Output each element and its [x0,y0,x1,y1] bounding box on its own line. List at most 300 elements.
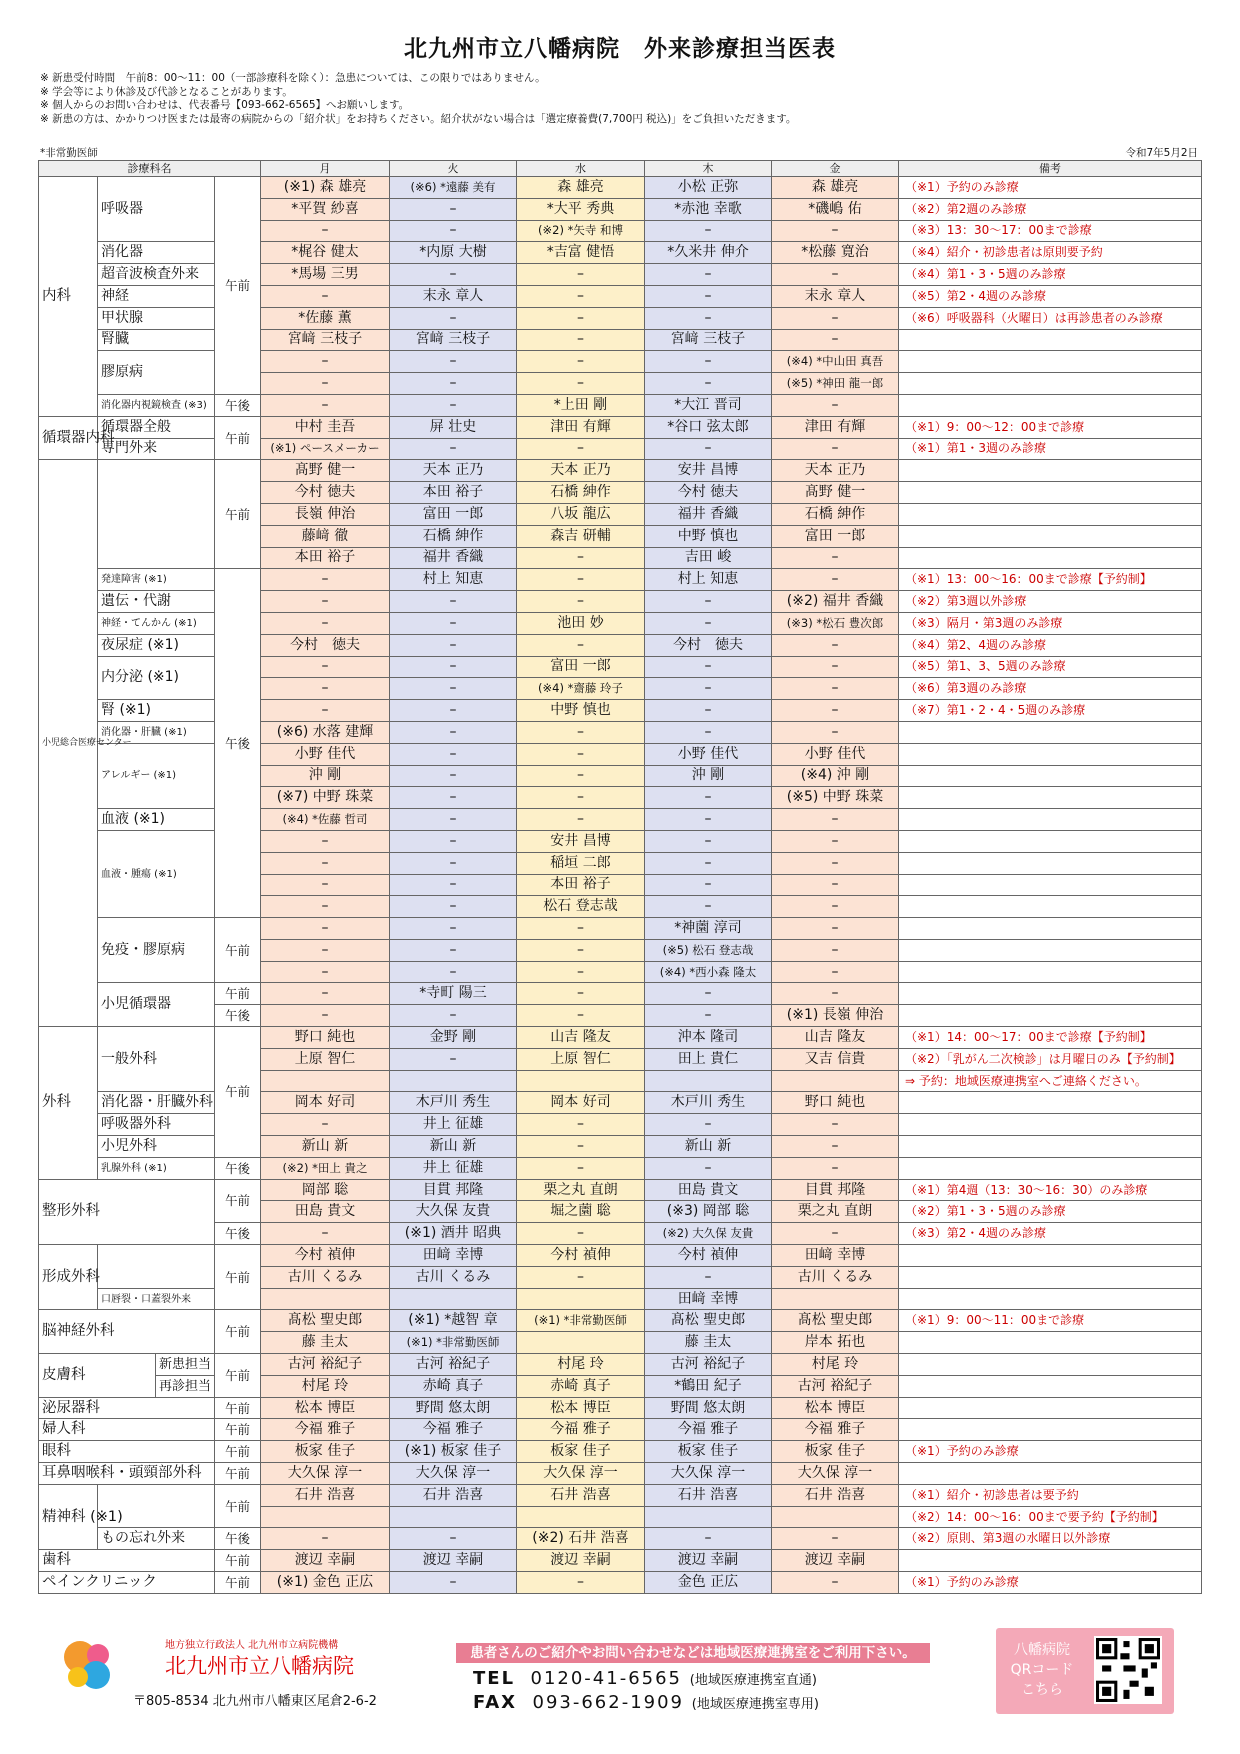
remark-cell [899,1354,1202,1376]
doctor-cell: 屏 壮史 [390,416,517,438]
doctor-cell: – [261,700,390,722]
sub-name: 専門外来 [98,438,215,460]
time-slot: 午前 [215,177,261,395]
dept-name: 内科 [39,177,98,417]
doctor-cell: – [390,612,517,634]
doctor-cell: (※6) *遠藤 美有 [390,177,517,199]
doctor-cell: – [390,721,517,743]
doctor-cell: – [645,591,772,613]
dept-name: 整形外科 [39,1179,215,1244]
header-day: 月 [261,161,390,177]
doctor-cell: 髙松 聖史郎 [645,1310,772,1332]
doctor-cell: – [772,307,899,329]
doctor-cell: – [645,700,772,722]
schedule-row [39,1157,1202,1179]
issue-date: 令和7年5月2日 [1125,147,1198,159]
remark-cell: （※1）予約のみ診療 [899,1572,1202,1594]
doctor-cell: (※5) *神田 龍一郎 [772,373,899,395]
fax-note: (地域医療連携室専用) [691,1697,819,1712]
qr-code-icon[interactable] [1094,1636,1162,1704]
doctor-cell: (※1) 長嶺 伸治 [772,1005,899,1027]
doctor-cell: 金野 剛 [390,1027,517,1049]
doctor-cell: – [772,220,899,242]
doctor-cell: – [390,918,517,940]
doctor-cell: 安井 昌博 [517,830,645,852]
doctor-cell: – [517,721,645,743]
dept-name: 循環器内科 [39,416,98,460]
header-day: 水 [517,161,645,177]
doctor-cell: 村上 知恵 [390,569,517,591]
schedule-table [38,160,1202,1594]
doctor-cell: 福井 香織 [390,547,517,569]
doctor-cell: 池田 妙 [517,612,645,634]
time-slot: 午前 [215,1397,261,1419]
doctor-cell: (※6) 水落 建輝 [261,721,390,743]
doctor-cell: – [261,591,390,613]
doctor-cell: – [261,896,390,918]
doctor-cell: – [390,896,517,918]
schedule-row [39,351,1202,373]
remark-cell [899,1157,1202,1179]
doctor-cell: – [261,373,390,395]
dept-name: 婦人科 [39,1419,215,1441]
doctor-cell: – [517,1005,645,1027]
doctor-cell: 髙松 聖史郎 [261,1310,390,1332]
doctor-cell: – [390,874,517,896]
doctor-cell: *大江 晋司 [645,394,772,416]
header-day: 金 [772,161,899,177]
doctor-cell: (※3) *松石 豊次郎 [772,612,899,634]
doctor-cell: – [645,874,772,896]
remark-cell [899,1375,1202,1397]
doctor-cell: 今村 徳夫 [645,634,772,656]
doctor-cell: 福井 香織 [645,503,772,525]
doctor-cell: 宮﨑 三枝子 [390,329,517,351]
doctor-cell: 今福 雅子 [772,1419,899,1441]
schedule-row [39,634,1202,656]
dept-name: 皮膚科 [39,1354,156,1398]
note-line: ※ 学会等により休診及び代診となることがあります。 [40,85,293,98]
schedule-row [39,460,1202,482]
doctor-cell: – [645,351,772,373]
doctor-cell: – [772,852,899,874]
doctor-cell: 本田 裕子 [390,482,517,504]
doctor-cell: – [261,874,390,896]
qr-text-line: QRコード [1010,1662,1074,1678]
remark-cell: （※1）紹介・初診患者は要予約 [899,1484,1202,1506]
time-slot: 午前 [215,1441,261,1463]
doctor-cell: – [390,852,517,874]
doctor-cell: – [772,961,899,983]
doctor-cell: 今村 徳夫 [645,482,772,504]
doctor-cell: 又吉 信貴 [772,1048,899,1070]
doctor-cell: – [772,983,899,1005]
doctor-cell: – [772,678,899,700]
doctor-cell: (※2) 石井 浩喜 [517,1528,645,1550]
doctor-cell: – [772,721,899,743]
doctor-cell: (※2) 福井 香織 [772,591,899,613]
doctor-cell: 津田 有輝 [772,416,899,438]
doctor-cell: 大久保 淳一 [517,1463,645,1485]
sub-name: 新患担当 [156,1354,215,1376]
dept-name: 外科 [39,1027,98,1180]
doctor-cell: – [390,1048,517,1070]
doctor-cell: 上原 智仁 [261,1048,390,1070]
doctor-cell: (※2) *田上 貴之 [261,1157,390,1179]
schedule-row [39,656,1202,678]
doctor-cell: – [772,264,899,286]
schedule-row [39,1550,1202,1572]
doctor-cell: – [772,329,899,351]
dept-name: 耳鼻咽喉科・頭頸部外科 [39,1463,215,1485]
remark-cell [899,896,1202,918]
doctor-cell: 今福 雅子 [645,1419,772,1441]
sub-name: 消化器・肝臓 (※1) [98,721,215,743]
doctor-cell: 津田 有輝 [517,416,645,438]
doctor-cell [772,1288,899,1310]
schedule-row [39,1114,1202,1136]
doctor-cell: 長嶺 伸治 [261,503,390,525]
doctor-cell: 沖 剛 [645,765,772,787]
doctor-cell: *磯嶋 佑 [772,198,899,220]
doctor-cell: – [261,918,390,940]
doctor-cell: – [772,1157,899,1179]
doctor-cell: 目貫 邦隆 [772,1179,899,1201]
remark-cell: （※2）第3週以外診療 [899,591,1202,613]
org-name: 北九州市立八幡病院 [165,1654,354,1678]
doctor-cell: 金色 正広 [645,1572,772,1594]
doctor-cell: *鶴田 紀子 [645,1375,772,1397]
doctor-cell: 中村 圭吾 [261,416,390,438]
doctor-cell: – [261,220,390,242]
schedule-row [39,1572,1202,1594]
doctor-cell: – [772,1136,899,1158]
doctor-cell: 大久保 淳一 [261,1463,390,1485]
doctor-cell: 岡本 好司 [261,1092,390,1114]
sub-name: 血液・腫瘍 (※1) [98,830,215,917]
doctor-cell: 板家 佳子 [772,1441,899,1463]
sub-name: 神経・てんかん (※1) [98,612,215,634]
sub-name [98,460,215,569]
sub-name: 一般外科 [98,1027,215,1092]
doctor-cell: – [261,678,390,700]
doctor-cell: 目貫 邦隆 [390,1179,517,1201]
doctor-cell: – [645,983,772,1005]
doctor-cell: 田﨑 幸博 [390,1245,517,1267]
schedule-row [39,1354,1202,1376]
fax-number: 093-662-1909 [532,1692,685,1713]
doctor-cell: 中野 慎也 [517,700,645,722]
doctor-cell: 大久保 友貴 [390,1201,517,1223]
doctor-cell: 今村 徳夫 [261,634,390,656]
sub-name: 血液 (※1) [98,809,215,831]
page-title: 北九州市立八幡病院 外来診療担当医表 [404,36,836,62]
doctor-cell: – [772,569,899,591]
doctor-cell: – [645,220,772,242]
doctor-cell: – [261,852,390,874]
remark-cell [899,329,1202,351]
doctor-cell: 田上 貴仁 [645,1048,772,1070]
notes [40,72,796,126]
doctor-cell: (※2) *矢寺 和博 [517,220,645,242]
doctor-cell: – [645,1528,772,1550]
remark-cell [899,1114,1202,1136]
doctor-cell: (※1) *非常勤医師 [517,1310,645,1332]
doctor-cell: 木戸川 秀生 [390,1092,517,1114]
sub-name: 呼吸器外科 [98,1114,215,1136]
doctor-cell: 岡部 聡 [261,1179,390,1201]
tel-line [473,1668,817,1689]
remark-cell [899,1288,1202,1310]
remark-cell [899,1550,1202,1572]
fax-line [473,1692,819,1713]
doctor-cell: – [517,285,645,307]
schedule-row [39,721,1202,743]
doctor-cell: – [645,678,772,700]
time-slot: 午前 [215,1419,261,1441]
sub-name: 腎 (※1) [98,700,215,722]
doctor-cell: 野口 純也 [772,1092,899,1114]
sub-name: 神経 [98,285,215,307]
time-slot: 午前 [215,1463,261,1485]
doctor-cell: – [772,809,899,831]
sub-name: 消化器内視鏡検査 (※3) [98,394,215,416]
doctor-cell: – [645,307,772,329]
remark-cell: （※2）第2週のみ診療 [899,198,1202,220]
doctor-cell: 古川 くるみ [261,1266,390,1288]
schedule-row [39,1528,1202,1550]
sub-name: 口唇裂・口蓋裂外来 [98,1288,215,1310]
doctor-cell: (※5) 松石 登志哉 [645,939,772,961]
schedule-row [39,264,1202,286]
doctor-cell: *梶谷 健太 [261,242,390,264]
doctor-cell: *赤池 幸歌 [645,198,772,220]
doctor-cell: 渡辺 幸嗣 [517,1550,645,1572]
doctor-cell: 松本 博臣 [772,1397,899,1419]
doctor-cell: 藤 圭太 [261,1332,390,1354]
doctor-cell: 田﨑 幸博 [772,1245,899,1267]
remark-cell [899,765,1202,787]
schedule-row [39,809,1202,831]
doctor-cell: (※1) 板家 佳子 [390,1441,517,1463]
doctor-cell: – [645,1114,772,1136]
doctor-cell: – [390,700,517,722]
doctor-cell: 小野 佳代 [645,743,772,765]
doctor-cell: – [772,1223,899,1245]
remark-cell: （※3）隔月・第3週のみ診療 [899,612,1202,634]
schedule-row [39,1310,1202,1332]
org-subtitle: 地方独立行政法人 北九州市立病院機構 [165,1640,339,1651]
doctor-cell: – [517,809,645,831]
sub-name: 循環器全般 [98,416,215,438]
remark-cell: （※1）第1・3週のみ診療 [899,438,1202,460]
doctor-cell: – [645,852,772,874]
doctor-cell: 天本 正乃 [390,460,517,482]
doctor-cell: – [261,612,390,634]
doctor-cell: – [517,373,645,395]
remark-cell: （※1）13：00〜16：00まで診療【予約制】 [899,569,1202,591]
schedule-row [39,307,1202,329]
doctor-cell: 安井 昌博 [645,460,772,482]
remark-cell [899,852,1202,874]
dept-name: 脳神経外科 [39,1310,215,1354]
doctor-cell: – [645,830,772,852]
doctor-cell: 本田 裕子 [261,547,390,569]
doctor-cell: – [517,1266,645,1288]
schedule-row [39,1092,1202,1114]
sub-name: 呼吸器 [98,177,215,242]
doctor-cell: – [517,787,645,809]
header-day: 木 [645,161,772,177]
doctor-cell: 今村 徳夫 [261,482,390,504]
doctor-cell: 石井 浩喜 [390,1484,517,1506]
doctor-cell: – [517,918,645,940]
doctor-cell: – [390,656,517,678]
fax-label: FAX [473,1692,518,1713]
doctor-cell: *寺町 陽三 [390,983,517,1005]
sub-name: 消化器・肝臓外科 [98,1092,215,1114]
doctor-cell: 新山 新 [390,1136,517,1158]
doctor-cell: 田島 貴文 [645,1179,772,1201]
time-slot: 午前 [215,1572,261,1594]
doctor-cell: 天本 正乃 [772,460,899,482]
doctor-cell: – [261,1528,390,1550]
doctor-cell: *大平 秀典 [517,198,645,220]
remark-cell [899,460,1202,482]
doctor-cell: *平賀 紗喜 [261,198,390,220]
doctor-cell: – [261,983,390,1005]
doctor-cell: – [261,285,390,307]
time-slot: 午前 [215,1027,261,1158]
doctor-cell: 村上 知恵 [645,569,772,591]
schedule-row [39,612,1202,634]
doctor-cell: (※5) 中野 珠菜 [772,787,899,809]
remark-cell [899,1245,1202,1267]
sub-name: 小児外科 [98,1136,215,1158]
doctor-cell: – [645,612,772,634]
doctor-cell: 田﨑 幸博 [645,1288,772,1310]
remark-cell [899,482,1202,504]
doctor-cell: 板家 佳子 [517,1441,645,1463]
doctor-cell: 板家 佳子 [645,1441,772,1463]
doctor-cell: (※4) 沖 剛 [772,765,899,787]
doctor-cell: 吉田 峻 [645,547,772,569]
doctor-cell: 野間 悠太朗 [645,1397,772,1419]
doctor-cell: – [261,1223,390,1245]
doctor-cell: – [645,264,772,286]
doctor-cell: 古川 くるみ [390,1266,517,1288]
doctor-cell: 藤﨑 徹 [261,525,390,547]
remark-cell [899,961,1202,983]
doctor-cell [772,1506,899,1528]
doctor-cell: – [390,373,517,395]
remark-cell [899,1397,1202,1419]
doctor-cell: – [390,264,517,286]
doctor-cell: – [390,220,517,242]
doctor-cell: 宮﨑 三枝子 [261,329,390,351]
doctor-cell: 石井 浩喜 [517,1484,645,1506]
doctor-cell: – [517,983,645,1005]
doctor-cell: 小野 佳代 [261,743,390,765]
header-dept: 診療科名 [39,161,261,177]
doctor-cell: – [261,656,390,678]
hospital-logo-icon [58,1635,118,1695]
doctor-cell: – [390,1528,517,1550]
doctor-cell: 今村 禎伸 [645,1245,772,1267]
doctor-cell [390,1506,517,1528]
doctor-cell: – [390,634,517,656]
schedule-row [39,1397,1202,1419]
doctor-cell: 森吉 研輔 [517,525,645,547]
remark-cell [899,394,1202,416]
schedule-row [39,569,1202,591]
sub-name: 遺伝・代謝 [98,591,215,613]
doctor-cell: 上原 智仁 [517,1048,645,1070]
doctor-cell: *松藤 寛治 [772,242,899,264]
qr-box [996,1628,1174,1714]
remark-cell [899,525,1202,547]
tel-number[interactable]: 0120-41-6565 [530,1668,683,1689]
doctor-cell: – [390,198,517,220]
remark-cell [899,830,1202,852]
doctor-cell: 石橋 紳作 [517,482,645,504]
time-slot: 午後 [215,1157,261,1179]
schedule-row [39,1245,1202,1267]
doctor-cell: *内原 大樹 [390,242,517,264]
sub-name: 腎臓 [98,329,215,351]
doctor-cell: – [517,961,645,983]
remark-cell [899,351,1202,373]
sub-name: 乳腺外科 (※1) [98,1157,215,1179]
schedule-row [39,1288,1202,1310]
doctor-cell: – [645,787,772,809]
doctor-cell: 松石 登志哉 [517,896,645,918]
sub-name: 発達障害 (※1) [98,569,215,591]
doctor-cell: – [517,743,645,765]
doctor-cell: – [645,721,772,743]
time-slot: 午前 [215,1484,261,1528]
sub-name: 免疫・膠原病 [98,918,215,983]
part-time-note: *非常勤医師 [40,147,98,159]
doctor-cell: *谷口 弦太郎 [645,416,772,438]
dept-name: 眼科 [39,1441,215,1463]
doctor-cell: 髙松 聖史郎 [772,1310,899,1332]
doctor-cell: 中野 慎也 [645,525,772,547]
doctor-cell: – [772,896,899,918]
doctor-cell: 石橋 紳作 [772,503,899,525]
doctor-cell: – [772,1572,899,1594]
remark-cell [899,743,1202,765]
contact-banner: 患者さんのご紹介やお問い合わせなどは地域医療連携室をご利用下さい。 [456,1643,930,1663]
doctor-cell: 大久保 淳一 [645,1463,772,1485]
doctor-cell: – [390,939,517,961]
time-slot: 午前 [215,1310,261,1354]
doctor-cell: 末永 章人 [390,285,517,307]
remark-cell [899,809,1202,831]
doctor-cell: – [390,1572,517,1594]
header-day: 火 [390,161,517,177]
schedule-row [39,983,1202,1005]
doctor-cell: – [517,329,645,351]
remark-cell: （※2）「乳がん二次検診」は月曜日のみ【予約制】 [899,1048,1202,1070]
schedule-row [39,700,1202,722]
doctor-cell: 山吉 隆友 [772,1027,899,1049]
remark-cell [899,939,1202,961]
doctor-cell [517,1506,645,1528]
doctor-cell: (※1) *非常勤医師 [390,1332,517,1354]
doctor-cell: 富田 一郎 [772,525,899,547]
sub-name: 超音波検査外来 [98,264,215,286]
